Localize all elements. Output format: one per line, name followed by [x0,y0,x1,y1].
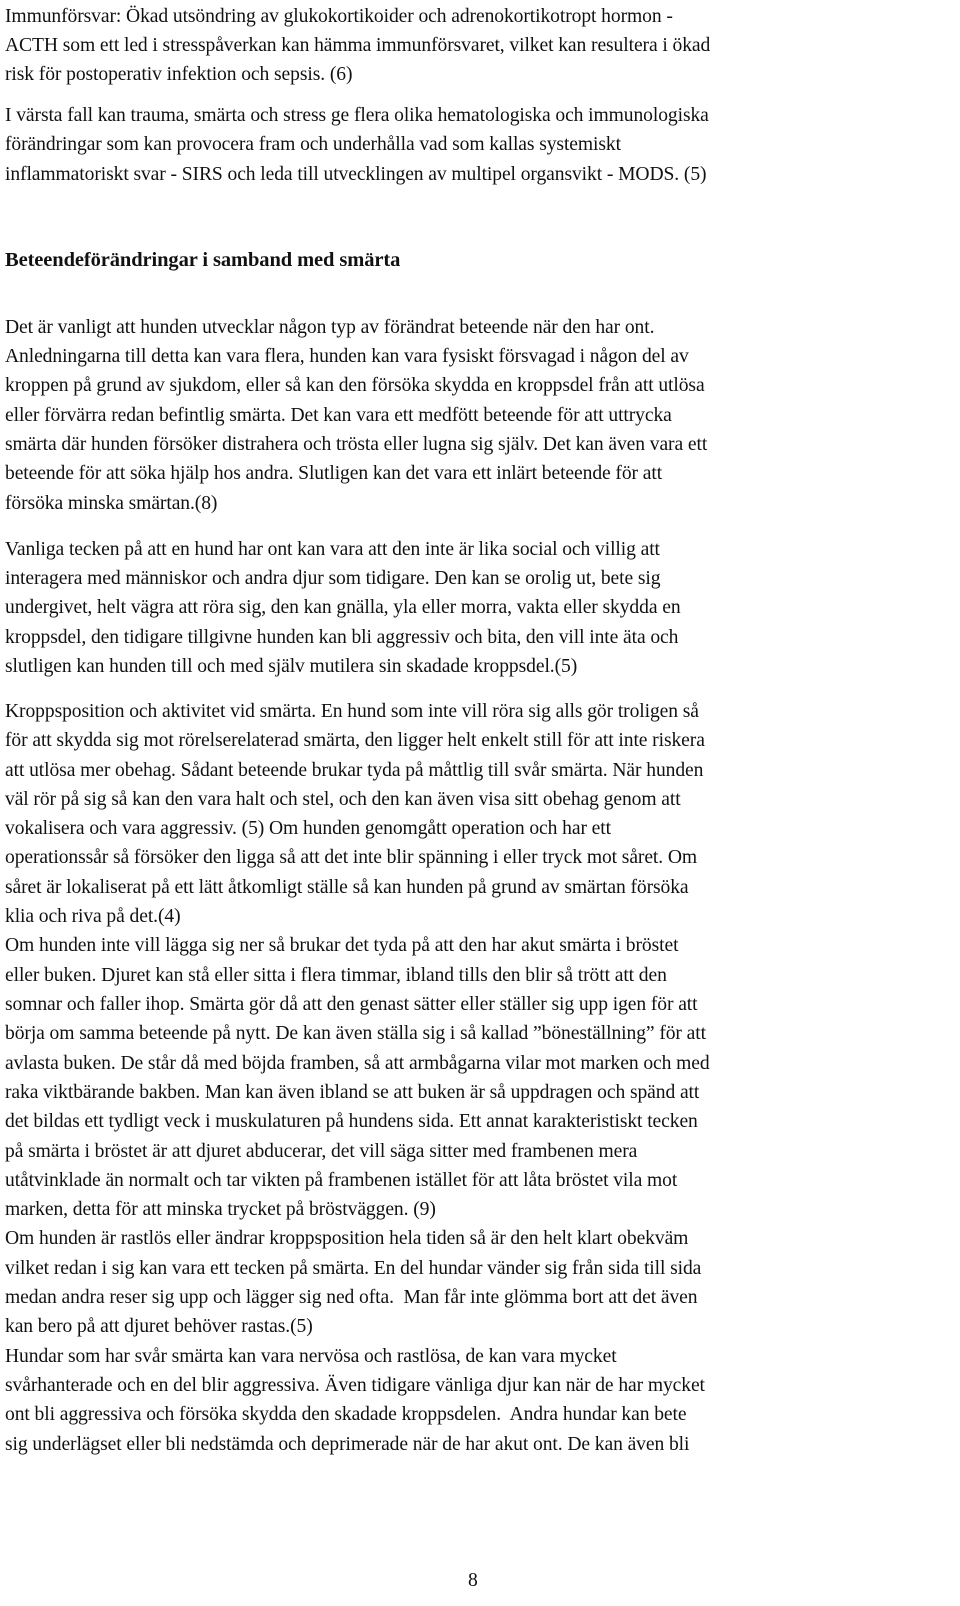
text-line: ACTH som ett led i stresspåverkan kan hämma immunförsvaret, vilket kan resultera i ökad [5,35,711,56]
text-line: sig underlägset eller bli nedstämda och deprimerade när de har akut ont. De kan även bli [5,1434,690,1455]
text-line: Immunförsvar: Ökad utsöndring av glukokortikoider och adrenokortikotropt hormon - [5,6,673,27]
text-line: Hundar som har svår smärta kan vara nervösa och rastlösa, de kan vara mycket [5,1346,617,1367]
text-line: Kroppsposition och aktivitet vid smärta. En hund som inte vill röra sig alls gör troligen så [5,701,699,722]
text-line: kan bero på att djuret behöver rastas.(5) [5,1316,313,1337]
text-line: slutligen kan hunden till och med själv mutilera sin skadade kroppsdel.(5) [5,656,578,677]
text-line: försöka minska smärtan.(8) [5,493,218,514]
text-line: att utlösa mer obehag. Sådant beteende brukar tyda på måttlig till svår smärta. När hunden [5,760,704,781]
text-line: risk för postoperativ infektion och sepsis. (6) [5,64,353,85]
text-line: utåtvinklade än normalt och tar vikten på frambenen istället för att låta bröstet vila mot [5,1170,678,1191]
text-line: såret är lokaliserat på ett lätt åtkomligt ställe så kan hunden på grund av smärtan försöka [5,877,689,898]
text-line: förändringar som kan provocera fram och underhålla vad som kallas systemiskt [5,134,621,155]
text-line: Vanliga tecken på att en hund har ont kan vara att den inte är lika social och villig att [5,539,660,560]
text-line: Om hunden är rastlös eller ändrar kroppsposition hela tiden så är den helt klart obekväm [5,1228,689,1249]
text-line: ont bli aggressiva och försöka skydda den skadade kroppsdelen. Andra hundar kan bete [5,1404,687,1425]
text-line: somnar och faller ihop. Smärta gör då att den genast sätter eller ställer sig upp igen för att [5,994,698,1015]
text-line: marken, detta för att minska trycket på bröstväggen. (9) [5,1199,436,1220]
text-line: medan andra reser sig upp och lägger sig ned ofta. Man får inte glömma bort att det även [5,1287,698,1308]
text-line: kroppen på grund av sjukdom, eller så kan den försöka skydda en kroppsdel från att utlösa [5,375,705,396]
text-line: raka viktbärande bakben. Man kan även ibland se att buken är så uppdragen och spänd att [5,1082,700,1103]
text-line: Det är vanligt att hunden utvecklar någon typ av förändrat beteende när den har ont. [5,317,655,338]
text-line: börja om samma beteende på nytt. De kan även ställa sig i så kallad ”böneställning” för att [5,1023,706,1044]
text-line: väl rör på sig så kan den vara halt och stel, och den kan även visa sitt obehag genom att [5,789,681,810]
text-line: I värsta fall kan trauma, smärta och stress ge flera olika hematologiska och immunologiska [5,105,709,126]
text-line: avlasta buken. De står då med böjda framben, så att armbågarna vilar mot marken och med [5,1053,710,1074]
text-line: eller förvärra redan befintlig smärta. Det kan vara ett medfött beteende för att uttrycka [5,405,672,426]
text-line: interagera med människor och andra djur som tidigare. Den kan se orolig ut, bete sig [5,568,661,589]
text-line: Om hunden inte vill lägga sig ner så brukar det tyda på att den har akut smärta i bröstet [5,935,679,956]
text-line: eller buken. Djuret kan stå eller sitta i flera timmar, ibland tills den blir så trött att den [5,965,667,986]
text-line: det bildas ett tydligt veck i muskulaturen på hundens sida. Ett annat karakteristiskt tecken [5,1111,698,1132]
text-line: kroppsdel, den tidigare tillgivne hunden kan bli aggressiv och bita, den vill inte äta och [5,627,679,648]
text-line: vilket redan i sig kan vara ett tecken på smärta. En del hundar vänder sig från sida till sida [5,1258,702,1279]
text-line: vokalisera och vara aggressiv. (5) Om hunden genomgått operation och har ett [5,818,611,839]
text-line: klia och riva på det.(4) [5,906,181,927]
text-line: svårhanterade och en del blir aggressiva. Även tidigare vänliga djur kan när de har mycket [5,1375,705,1396]
text-line: på smärta i bröstet är att djuret abducerar, det vill säga sitter med frambenen mera [5,1141,638,1162]
text-line: undergivet, helt vägra att röra sig, den kan gnälla, yla eller morra, vakta eller skydda en [5,597,681,618]
text-line: inflammatoriskt svar - SIRS och leda till utvecklingen av multipel organsvikt - MODS. (5) [5,164,707,185]
text-line: Anledningarna till detta kan vara flera, hunden kan vara fysiskt försvagad i någon del av [5,346,689,367]
text-line: beteende för att söka hjälp hos andra. Slutligen kan det vara ett inlärt beteende för att [5,463,663,484]
text-line: operationssår så försöker den ligga så att det inte blir spänning i eller tryck mot såret. Om [5,847,698,868]
text-line: för att skydda sig mot rörelserelaterad smärta, den ligger helt enkelt still för att inte riskera [5,730,705,751]
text-line: smärta där hunden försöker distrahera och trösta eller lugna sig själv. Det kan även vara ett [5,434,708,455]
page-number: 8 [468,1570,478,1591]
section-heading: Beteendeförändringar i samband med smärta [5,249,401,271]
